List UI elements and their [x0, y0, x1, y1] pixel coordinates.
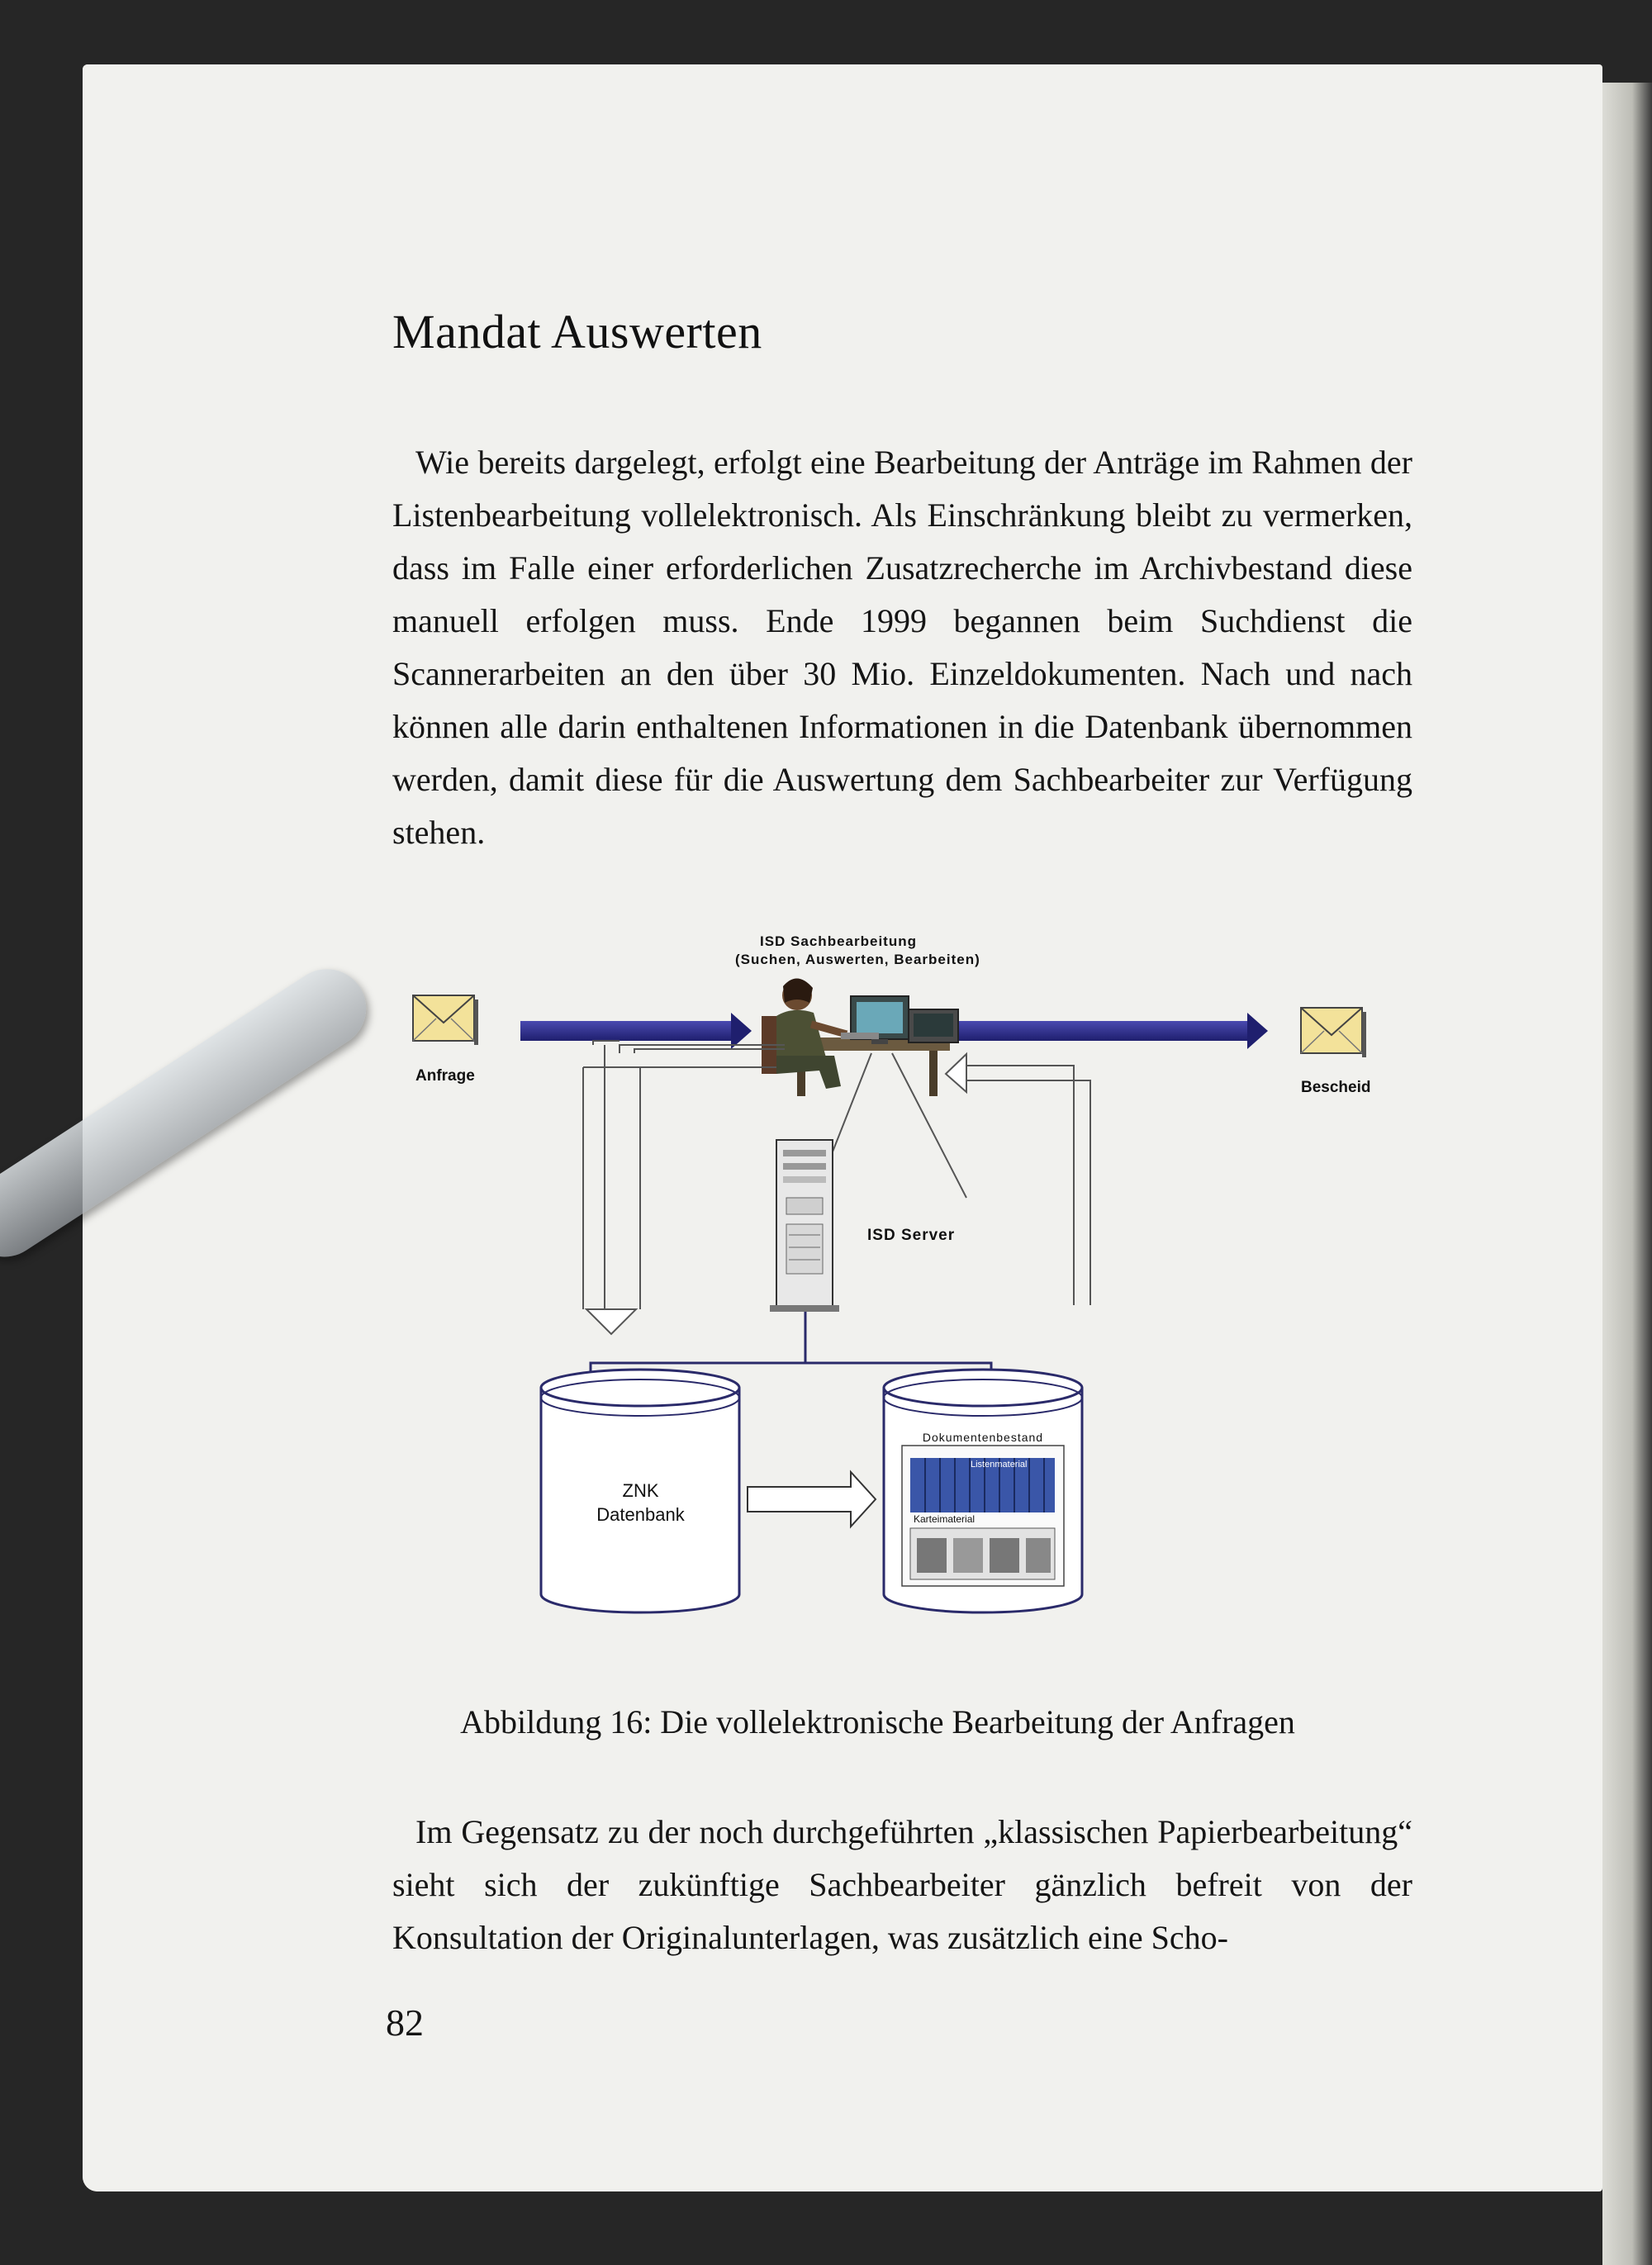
dokumentenbestand-label: Dokumentenbestand — [922, 1431, 1044, 1444]
workstation-clerk-icon — [762, 978, 958, 1096]
znk-label: ZNK — [622, 1480, 659, 1501]
karteimaterial-label: Karteimaterial — [914, 1513, 976, 1525]
workflow-figure — [388, 917, 1412, 1627]
workflow-diagram — [388, 917, 1412, 1627]
db-transfer-arrow — [748, 1472, 876, 1527]
datenbank-label: Datenbank — [596, 1504, 685, 1525]
paragraph-1: Wie bereits dargelegt, erfolgt eine Bearbeitung der Anträge im Rahmen der Listenbearbeitung vollelektronisch. Als Einschränkung bleibt zu vermerken, dass im Falle einer erforderlichen Zusatzrecherche im Archivbestand diese manuell erfolgen muss. Ende 1999 begannen beim Suchdienst die Scannerarbeiten an den über 30 Mio. Einzeldokumenten. Nach und nach können alle darin enthaltenen Informationen in die Datenbank übernommen werden, damit diese für die Auswertung dem Sachbearbeiter zur Verfügung stehen. — [392, 444, 1412, 851]
figure-caption: Abbildung 16: Die vollelektronische Bearbeitung der Anfragen — [460, 1703, 1295, 1740]
document-archive-database-icon — [884, 1370, 1082, 1612]
envelope-output-icon — [1301, 1008, 1366, 1057]
workstation-subtitle: (Suchen, Auswerten, Bearbeiten) — [735, 952, 980, 967]
book-gutter — [1602, 83, 1652, 2265]
paragraph-2: Im Gegensatz zu der noch durchgeführten „klassischen Papierbearbeitung“ sieht sich der zukünftige Sachbearbeiter gänzlich befreit von der Konsultation der Originalunterlagen, was zusätzlich eine Scho- — [392, 1813, 1412, 1956]
workstation-title: ISD Sachbearbeitung — [760, 933, 917, 949]
server-icon — [770, 1140, 839, 1312]
server-label: ISD Server — [867, 1227, 956, 1244]
output-label: Bescheid — [1301, 1079, 1371, 1096]
arrow-request-in — [520, 1013, 752, 1049]
listenmaterial-label: Listenmaterial — [971, 1460, 1028, 1470]
section-heading: Mandat Auswerten — [392, 305, 762, 359]
input-label: Anfrage — [415, 1067, 475, 1085]
page-number: 82 — [386, 2001, 424, 2044]
envelope-input-icon — [413, 995, 478, 1045]
arrow-response-out — [958, 1013, 1268, 1049]
